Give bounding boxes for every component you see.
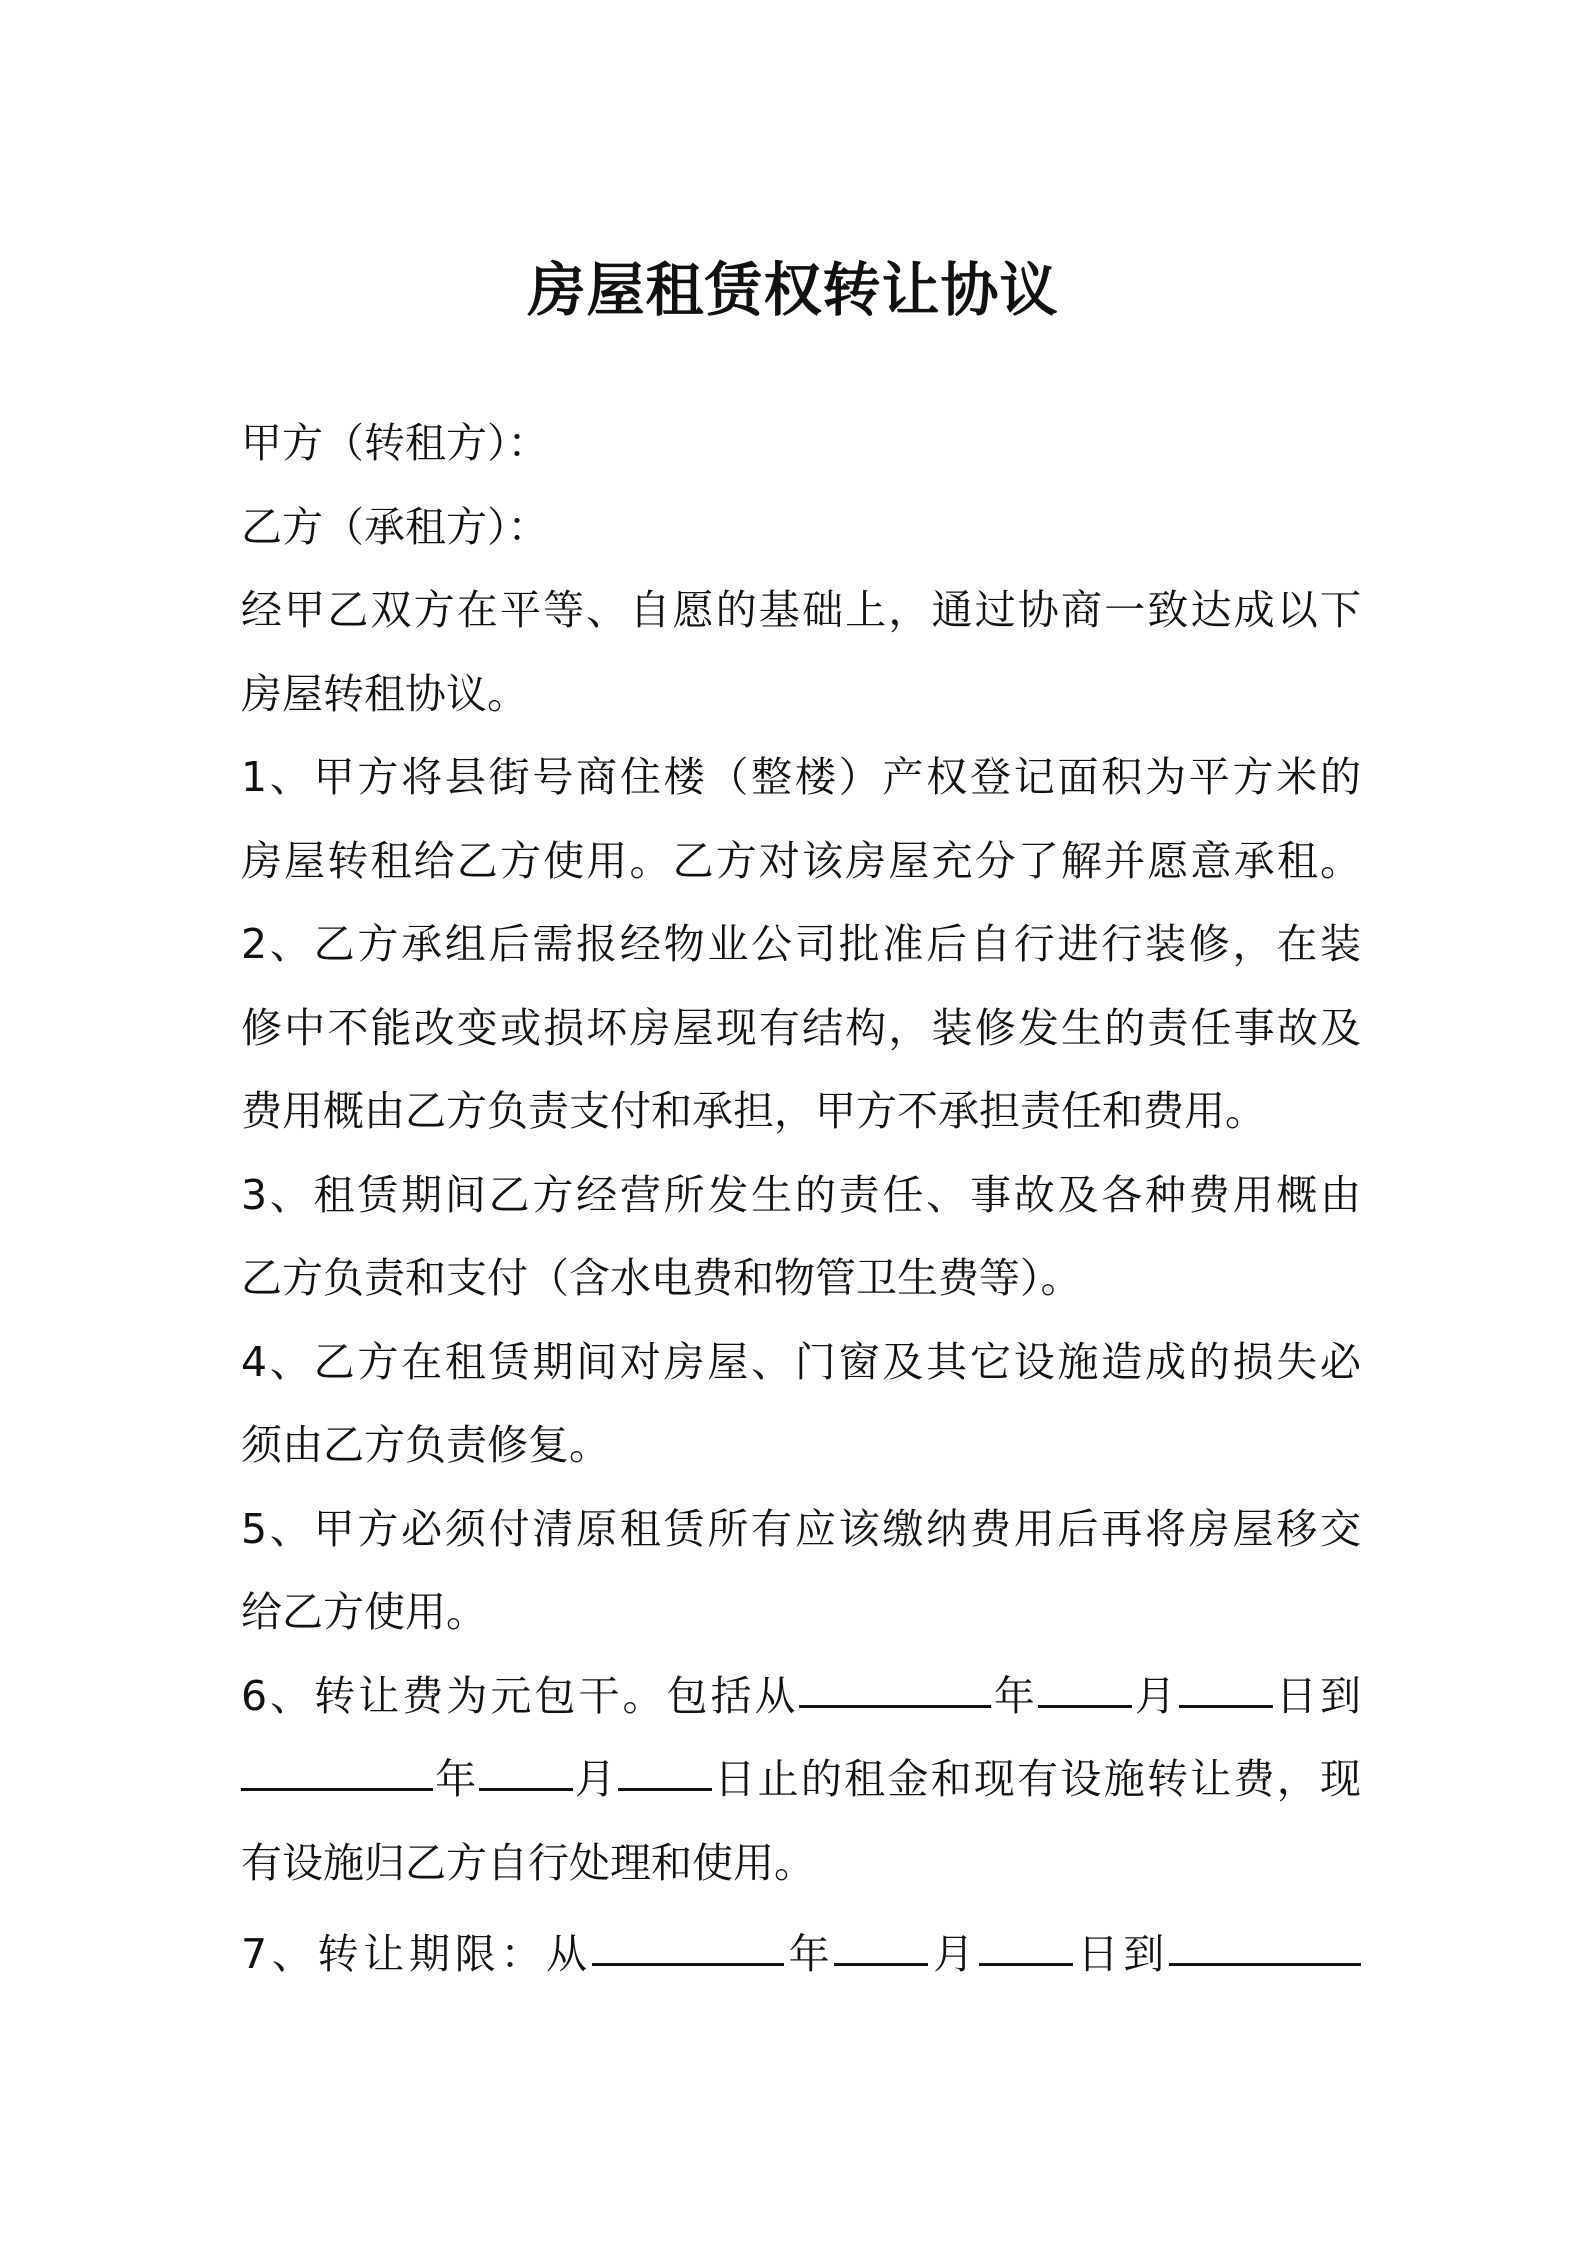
end-day-blank bbox=[618, 1758, 712, 1791]
preamble-line-1: 经甲乙双方在平等、自愿的基础上，通过协商一致达成以下 bbox=[241, 586, 1361, 634]
clause-1-line-1: 1、甲方将县街号商住楼（整楼）产权登记面积为平方米的 bbox=[241, 753, 1361, 801]
start-month-blank bbox=[1038, 1675, 1132, 1708]
month-unit: 月 bbox=[928, 1930, 979, 1978]
document-body bbox=[241, 402, 1361, 1997]
clause-2-line-2: 修中不能改变或损坏房屋现有结构，装修发生的责任事故及 bbox=[241, 1003, 1361, 1052]
clause-5-line-2: 给乙方使用。 bbox=[241, 1588, 487, 1636]
document-title: 房屋租赁权转让协议 bbox=[527, 256, 1059, 324]
day-to-unit: 日到 bbox=[1272, 1671, 1362, 1720]
term-end-year-blank bbox=[1169, 1933, 1361, 1966]
end-year-blank bbox=[241, 1758, 433, 1791]
clause-6-suffix: 日止的租金和现有设施转让费，现 bbox=[712, 1755, 1362, 1803]
term-start-day-blank bbox=[979, 1933, 1073, 1966]
clause-6-line-1 bbox=[241, 1655, 1361, 1739]
clause-2-line-3: 费用概由乙方负责支付和承担，甲方不承担责任和费用。 bbox=[241, 1087, 1266, 1135]
clause-6-line-3: 有设施归乙方自行处理和使用。 bbox=[241, 1838, 815, 1887]
clause-6-line-2 bbox=[241, 1738, 1361, 1822]
clause-6-prefix: 6、转让费为元包干。包括从 bbox=[241, 1671, 799, 1720]
party-a-line: 甲方（转租方）： bbox=[241, 419, 549, 467]
clause-4-line-1: 4、乙方在租赁期间对房屋、门窗及其它设施造成的损失必 bbox=[241, 1337, 1361, 1386]
term-start-month-blank bbox=[834, 1933, 928, 1966]
party-b-line: 乙方（承租方）： bbox=[241, 502, 549, 551]
clause-3-line-1: 3、租赁期间乙方经营所发生的责任、事故及各种费用概由 bbox=[241, 1170, 1361, 1219]
year-unit: 年 bbox=[990, 1671, 1038, 1720]
clause-3-line-2: 乙方负责和支付（含水电费和物管卫生费等）。 bbox=[241, 1254, 1082, 1302]
year-unit: 年 bbox=[433, 1755, 479, 1803]
term-start-year-blank bbox=[592, 1933, 784, 1966]
start-year-blank bbox=[799, 1675, 991, 1708]
clause-7-prefix: 7、转让期限：从 bbox=[241, 1930, 592, 1978]
month-unit: 月 bbox=[1131, 1671, 1179, 1720]
clause-4-line-2: 须由乙方负责修复。 bbox=[241, 1421, 610, 1469]
clause-7-line-1 bbox=[241, 1913, 1361, 1997]
clause-2-line-1: 2、乙方承组后需报经物业公司批准后自行进行装修，在装 bbox=[241, 920, 1361, 968]
clause-7-to: 日到 bbox=[1072, 1930, 1170, 1978]
clause-5-line-1: 5、甲方必须付清原租赁所有应该缴纳费用后再将房屋移交 bbox=[241, 1504, 1361, 1553]
start-day-blank bbox=[1179, 1675, 1273, 1708]
month-unit: 月 bbox=[572, 1755, 619, 1803]
year-unit: 年 bbox=[783, 1930, 835, 1978]
preamble-line-2: 房屋转租协议。 bbox=[241, 669, 528, 718]
end-month-blank bbox=[479, 1758, 573, 1791]
clause-1-line-2: 房屋转租给乙方使用。乙方对该房屋充分了解并愿意承租。 bbox=[241, 836, 1361, 885]
